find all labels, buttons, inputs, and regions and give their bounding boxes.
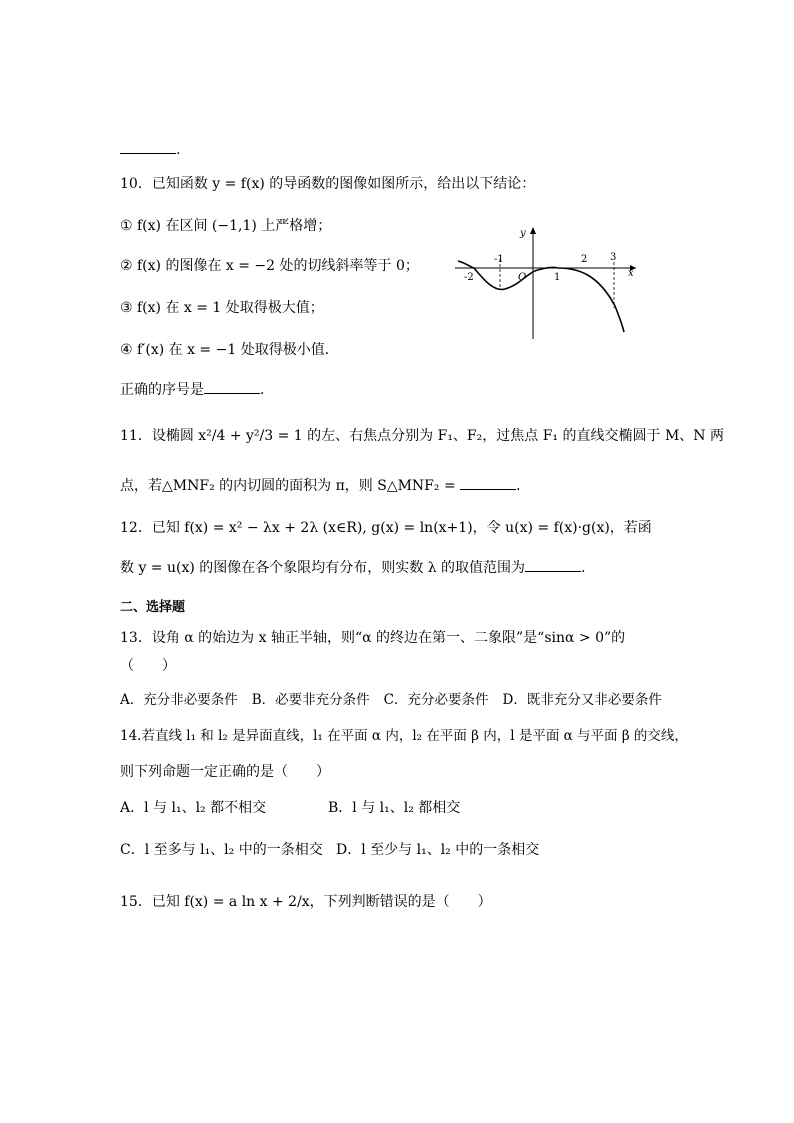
- q13-options: [120, 690, 662, 710]
- q10-answer: 正确的序号是 ．: [120, 382, 274, 398]
- q12-line2: 数 y = u(x) 的图像在各个象限均有分布，则实数 λ 的取值范围为 ．: [120, 560, 596, 576]
- tick-label-3: 3: [610, 252, 617, 263]
- answer-blank: [525, 559, 581, 572]
- q11-line2: 点，若△MNF₂ 的内切圆的面积为 π，则 S△MNF₂ = ．: [120, 478, 531, 494]
- previous-answer-blank: .: [120, 140, 180, 160]
- q13-option-b: B．必要非充分条件: [251, 692, 370, 708]
- tick-label-neg1: -1: [494, 254, 504, 265]
- origin-label: O: [518, 272, 527, 283]
- y-axis-arrow: [530, 227, 536, 234]
- answer-blank: [120, 141, 176, 154]
- q10-stem: 10．已知函数 y = f(x) 的导函数的图像如图所示，给出以下结论：: [120, 176, 536, 192]
- q15-stem: 15．已知 f(x) = a ln x + 2/x，下列判断错误的是（ ）: [120, 894, 492, 910]
- q13-paren: （ ）: [120, 658, 176, 674]
- q11-line1: 11．设椭圆 x²/4 + y²/3 = 1 的左、右焦点分别为 F₁、F₂，过焦点 F₁ 的直线交椭圆于 M、N 两: [120, 428, 724, 444]
- q14-option-c: C．l 至多与 l₁、l₂ 中的一条相交: [120, 842, 323, 858]
- answer-blank: [460, 477, 516, 490]
- q12-line1: 12．已知 f(x) = x² − λx + 2λ (x∈R), g(x) = ln(x+1)，令 u(x) = f(x)·g(x)，若函: [120, 520, 652, 536]
- tick-label-2: 2: [581, 254, 588, 265]
- q10-item-1: ① f(x) 在区间 (−1,1) 上严格增；: [120, 218, 332, 234]
- tick-label-neg2: -2: [464, 272, 474, 283]
- answer-blank: [204, 381, 260, 394]
- q10-item-4: ④ f′(x) 在 x = −1 处取得极小值．: [120, 342, 339, 358]
- derivative-curve: [458, 261, 624, 332]
- q13-option-c: C．充分必要条件: [383, 692, 489, 708]
- q14-option-d: D．l 至少与 l₁、l₂ 中的一条相交: [336, 842, 540, 858]
- q14-option-a: A．l 与 l₁、l₂ 都不相交: [120, 800, 267, 816]
- derivative-graph-figure: [450, 224, 650, 344]
- q14-option-b: B．l 与 l₁、l₂ 都相交: [328, 800, 461, 816]
- section-heading: 二、选择题: [120, 600, 186, 615]
- q14-line1: 14.若直线 l₁ 和 l₂ 是异面直线，l₁ 在平面 α 内，l₂ 在平面 β 内，l 是平面 α 与平面 β 的交线，: [120, 728, 688, 744]
- q14-line2: 则下列命题一定正确的是（ ）: [120, 764, 330, 780]
- q10-item-3: ③ f(x) 在 x = 1 处取得极大值；: [120, 300, 324, 316]
- tick-label-1: 1: [554, 272, 561, 283]
- y-axis-label: y: [520, 228, 526, 239]
- q13-option-d: D．既非充分又非必要条件: [502, 692, 662, 708]
- q13-stem: 13．设角 α 的始边为 x 轴正半轴，则“α 的终边在第一、二象限”是“sinα > 0”的: [120, 630, 626, 646]
- q13-option-a: A．充分非必要条件: [120, 692, 238, 708]
- q10-item-2: ② f(x) 的图像在 x = −2 处的切线斜率等于 0；: [120, 258, 419, 274]
- x-axis-label: x: [628, 268, 634, 279]
